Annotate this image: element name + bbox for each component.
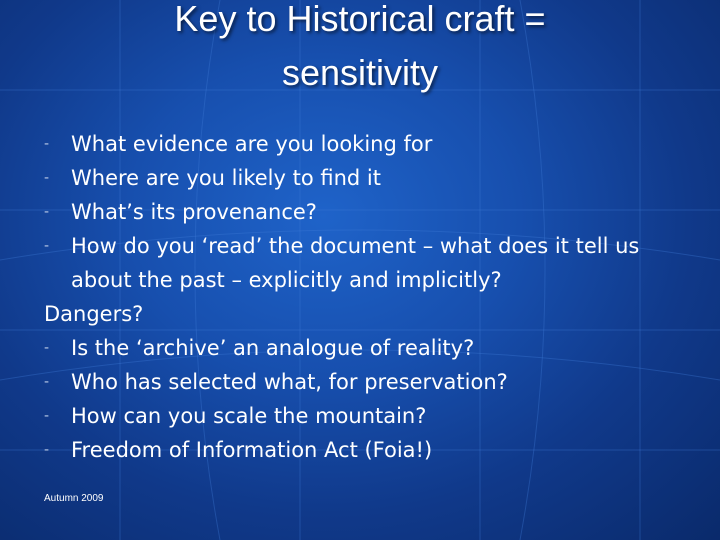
title-line-1: Key to Historical craft = bbox=[174, 0, 546, 39]
bullet-text: How can you scale the mountain? bbox=[71, 404, 427, 428]
slide-title bbox=[0, 0, 720, 100]
bullet-item bbox=[44, 161, 694, 195]
bullet-item bbox=[44, 433, 694, 467]
bullet-text: Who has selected what, for preservation? bbox=[71, 370, 508, 394]
bullet-text: How do you ‘read’ the document – what does it tell us about the past – explicitly and implicitly? bbox=[71, 234, 640, 292]
slide-footer: Autumn 2009 bbox=[44, 493, 104, 504]
bullet-item bbox=[44, 195, 694, 229]
slide-body bbox=[44, 127, 694, 467]
bullet-dash: - bbox=[44, 204, 50, 220]
bullet-text: Where are you likely to find it bbox=[71, 166, 381, 190]
bullet-dash: - bbox=[44, 374, 50, 390]
bullet-dash: - bbox=[44, 170, 50, 186]
bullet-item bbox=[44, 399, 694, 433]
bullet-item bbox=[44, 331, 694, 365]
bullet-item bbox=[44, 365, 694, 399]
title-line-2: sensitivity bbox=[281, 52, 439, 93]
bullet-dash: - bbox=[44, 238, 50, 254]
bullet-dash: - bbox=[44, 136, 50, 152]
bullet-text: Freedom of Information Act (Foia!) bbox=[71, 438, 433, 462]
bullet-item bbox=[44, 229, 694, 297]
bullet-dash: - bbox=[44, 340, 50, 356]
dangers-heading: Dangers? bbox=[44, 302, 144, 326]
bullet-dash: - bbox=[44, 442, 50, 458]
bullet-text: Is the ‘archive’ an analogue of reality? bbox=[71, 336, 475, 360]
bullet-text: What evidence are you looking for bbox=[71, 132, 433, 156]
bullet-item bbox=[44, 127, 694, 161]
bullet-text: What’s its provenance? bbox=[71, 200, 317, 224]
bullet-dash: - bbox=[44, 408, 50, 424]
